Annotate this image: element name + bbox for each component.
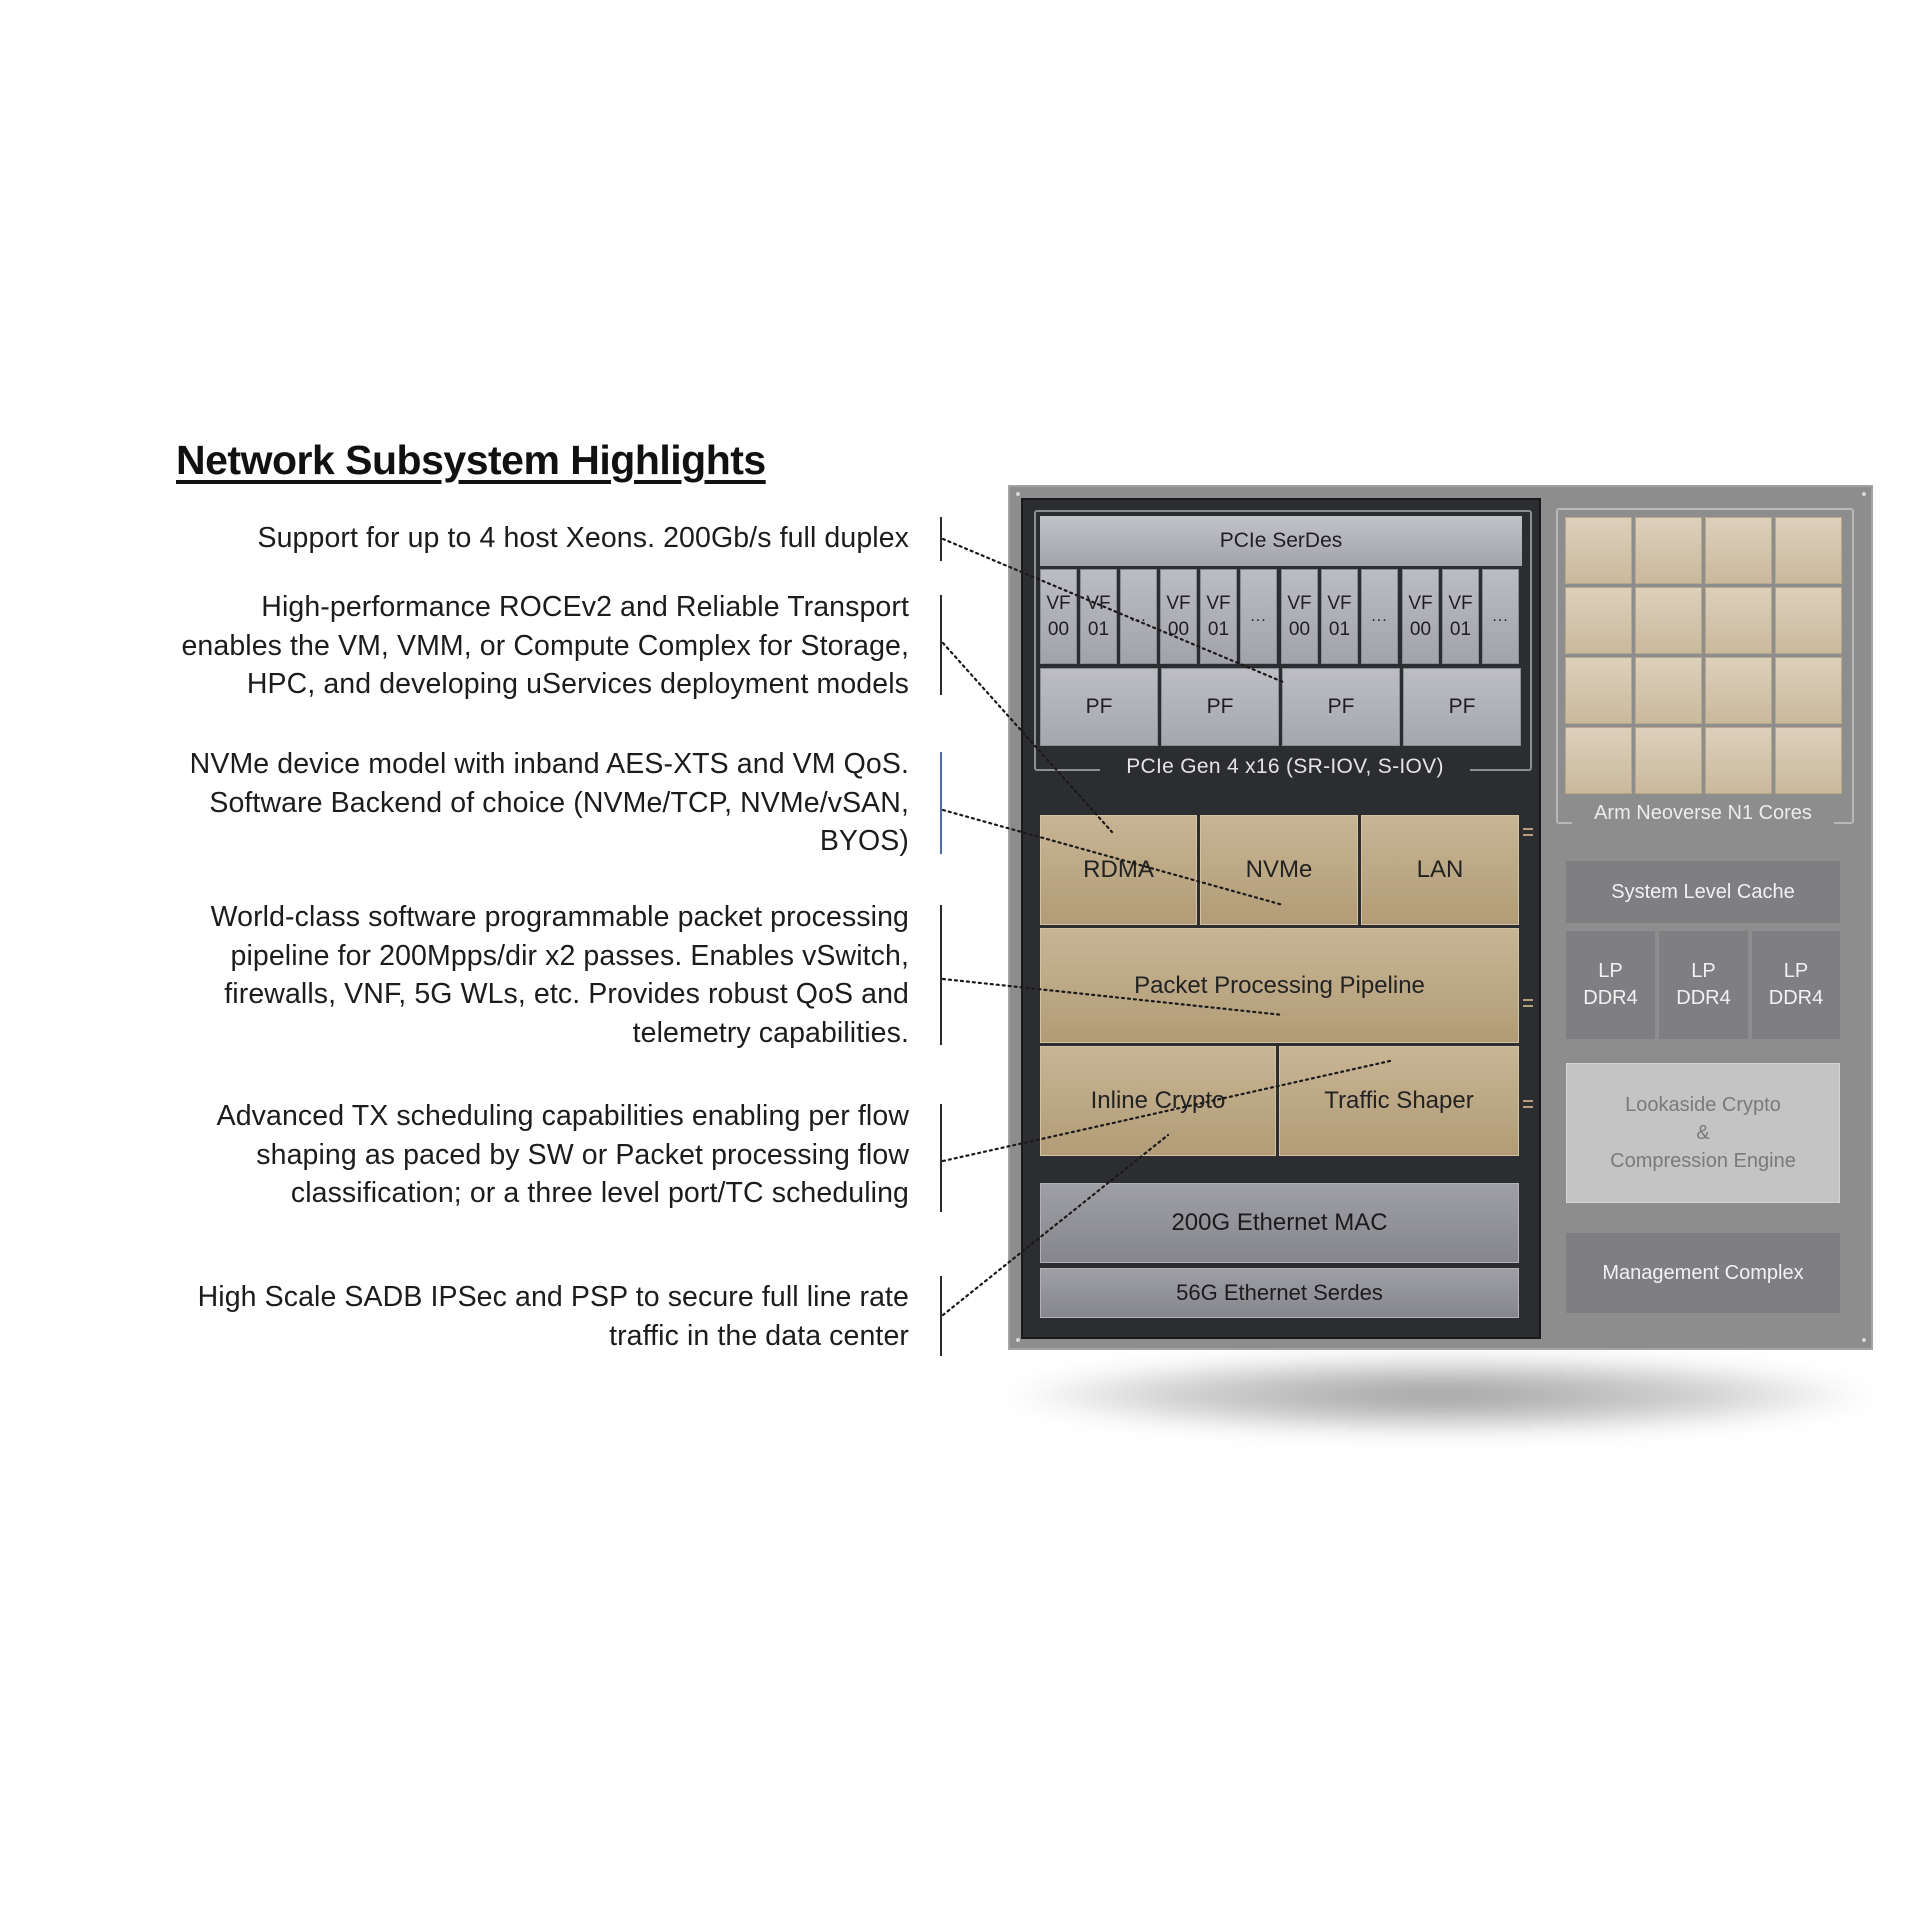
vf-label: VF [1327, 592, 1352, 614]
highlight-line: telemetry capabilities. [632, 1016, 909, 1049]
vf-number: 01 [1087, 618, 1110, 640]
callout-line [943, 539, 1283, 682]
inline-crypto-block: Inline Crypto [1040, 1046, 1276, 1156]
system-level-cache-block: System Level Cache [1566, 861, 1840, 923]
vf-ellipsis-text: ... [1492, 607, 1509, 625]
highlight-line: enables the VM, VMM, or Compute Complex for Storage, [181, 629, 909, 662]
vf-label: VF [1206, 592, 1231, 614]
highlight-line: NVMe device model with inband AES-XTS and VM QoS. [189, 748, 909, 780]
page-title: Network Subsystem Highlights [176, 437, 766, 483]
vf-label: VF [1046, 592, 1071, 614]
lookaside-line: & [1696, 1122, 1710, 1144]
ethernet-mac-block: 200G Ethernet MAC [1040, 1183, 1519, 1263]
rdma-block: RDMA [1040, 815, 1197, 925]
vf-number: 01 [1449, 618, 1472, 640]
pcie-gen4-label: PCIe Gen 4 x16 (SR-IOV, S-IOV) [1100, 755, 1470, 779]
vf-ellipsis-text: ... [1130, 607, 1147, 625]
vf-label: VF [1448, 592, 1473, 614]
highlight-line: Support for up to 4 host Xeons. 200Gb/s full duplex [257, 522, 909, 554]
highlight-line: High-performance ROCEv2 and Reliable Transport [261, 591, 909, 623]
lan-block: LAN [1361, 815, 1519, 925]
callout-line [943, 1135, 1168, 1315]
callout-line [943, 979, 1283, 1015]
vf-number: 00 [1167, 618, 1190, 640]
highlight-line: World-class software programmable packet processing [210, 901, 909, 933]
management-complex-block: Management Complex [1566, 1233, 1840, 1313]
callout-line [943, 643, 1112, 832]
lpddr-label: DDR4 [1583, 987, 1638, 1009]
highlight-line: shaping as paced by SW or Packet processing flow [256, 1138, 909, 1171]
callout-line [943, 810, 1283, 905]
vf-ellipsis-text: ... [1371, 607, 1388, 625]
vf-label: VF [1408, 592, 1433, 614]
nvme-block: NVMe [1200, 815, 1358, 925]
lookaside-line: Compression Engine [1610, 1150, 1796, 1172]
vf-number: 00 [1047, 618, 1070, 640]
vf-label: VF [1166, 592, 1191, 614]
highlight-line: Software Backend of choice (NVMe/TCP, NVMe/vSAN, [209, 786, 909, 819]
vf-ellipsis-text: ... [1250, 607, 1267, 625]
pf-block: PF [1040, 668, 1158, 746]
vf-number: 00 [1288, 618, 1311, 640]
packet-pipeline-block: Packet Processing Pipeline [1040, 928, 1519, 1043]
vf-number: 01 [1328, 618, 1351, 640]
traffic-shaper-block: Traffic Shaper [1279, 1046, 1519, 1156]
lookaside-line: Lookaside Crypto [1625, 1094, 1781, 1116]
highlight-line: classification; or a three level port/TC scheduling [290, 1177, 909, 1209]
callout-line [943, 1061, 1390, 1161]
lpddr-label: DDR4 [1676, 987, 1731, 1009]
highlight-line: Advanced TX scheduling capabilities enabling per flow [216, 1100, 909, 1132]
lpddr-label: LP [1783, 960, 1809, 982]
highlight-line: firewalls, VNF, 5G WLs, etc. Provides robust QoS and [224, 978, 909, 1010]
vf-label: VF [1086, 592, 1111, 614]
lpddr-label: LP [1691, 960, 1716, 982]
vf-label: VF [1287, 592, 1312, 614]
highlight-line: High Scale SADB IPSec and PSP to secure full line rate [197, 1281, 909, 1313]
highlight-line: pipeline for 200Mpps/dir x2 passes. Enables vSwitch, [230, 939, 909, 972]
lpddr-label: LP [1598, 960, 1623, 982]
highlight-line: BYOS) [819, 825, 909, 857]
highlight-line: HPC, and developing uServices deployment models [246, 668, 909, 700]
pf-block: PF [1282, 668, 1400, 746]
arm-cores-label: Arm Neoverse N1 Cores [1572, 802, 1834, 825]
lpddr-label: DDR4 [1768, 987, 1824, 1009]
ethernet-serdes-block: 56G Ethernet Serdes [1040, 1268, 1519, 1318]
pcie-serdes-block: PCIe SerDes [1040, 516, 1522, 566]
highlight-line: traffic in the data center [609, 1319, 909, 1352]
pf-block: PF [1403, 668, 1521, 746]
vf-number: 00 [1409, 618, 1432, 640]
pf-block: PF [1161, 668, 1279, 746]
vf-number: 01 [1207, 618, 1230, 640]
